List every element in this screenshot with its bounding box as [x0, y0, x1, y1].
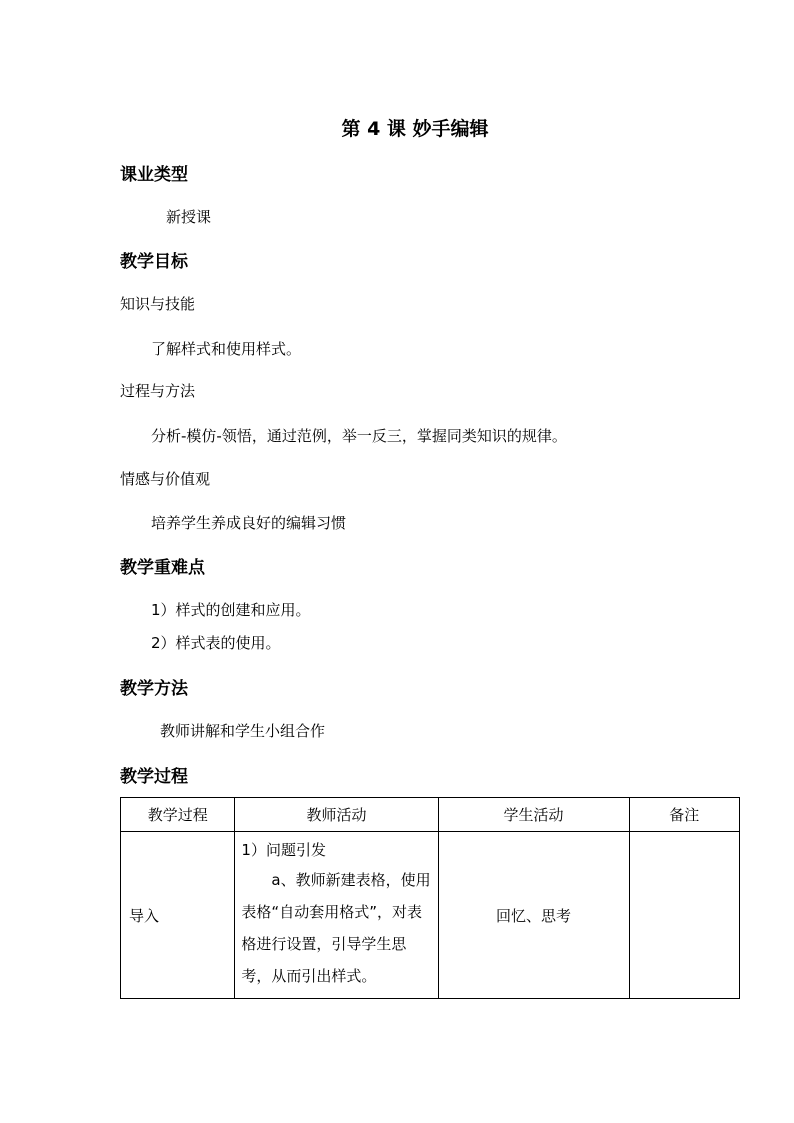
- table-header-row: [121, 798, 740, 832]
- heading-process: 教学过程: [120, 767, 188, 787]
- table-row: [121, 832, 740, 999]
- heading-key-points: 教学重难点: [120, 558, 205, 578]
- heading-lesson-type: 课业类型: [120, 165, 188, 185]
- stage-cell: 导入: [121, 832, 235, 999]
- process-table: [120, 797, 740, 999]
- page-title: 第 4 课 妙手编辑: [341, 118, 489, 140]
- table-header-cell: 教师活动: [235, 798, 438, 832]
- lesson-type-text: 新授课: [166, 208, 212, 226]
- process-label: 过程与方法: [120, 382, 196, 400]
- heading-methods: 教学方法: [120, 679, 188, 699]
- process-text: 分析-模仿-领悟，通过范例，举一反三，掌握同类知识的规律。: [151, 427, 567, 445]
- teacher-activity-text: a、教师新建表格，使用表格“自动套用格式”，对表格进行设置，引导学生思考，从而引出样式。: [241, 871, 431, 985]
- table-header-cell: 备注: [629, 798, 739, 832]
- table-header-cell: 教学过程: [121, 798, 235, 832]
- key-point-item: 1）样式的创建和应用。: [151, 601, 311, 619]
- note-cell: [629, 832, 739, 999]
- heading-objectives: 教学目标: [120, 252, 188, 272]
- teacher-activity-cell: [235, 832, 438, 999]
- teacher-activity-heading: 1）问题引发: [241, 841, 326, 859]
- emotion-label: 情感与价值观: [120, 470, 211, 488]
- methods-text: 教师讲解和学生小组合作: [160, 722, 326, 740]
- table-header-cell: 学生活动: [438, 798, 629, 832]
- key-point-item: 2）样式表的使用。: [151, 634, 281, 652]
- knowledge-text: 了解样式和使用样式。: [151, 340, 302, 358]
- emotion-text: 培养学生养成良好的编辑习惯: [151, 514, 347, 532]
- knowledge-label: 知识与技能: [120, 295, 196, 313]
- student-activity-cell: 回忆、思考: [438, 832, 629, 999]
